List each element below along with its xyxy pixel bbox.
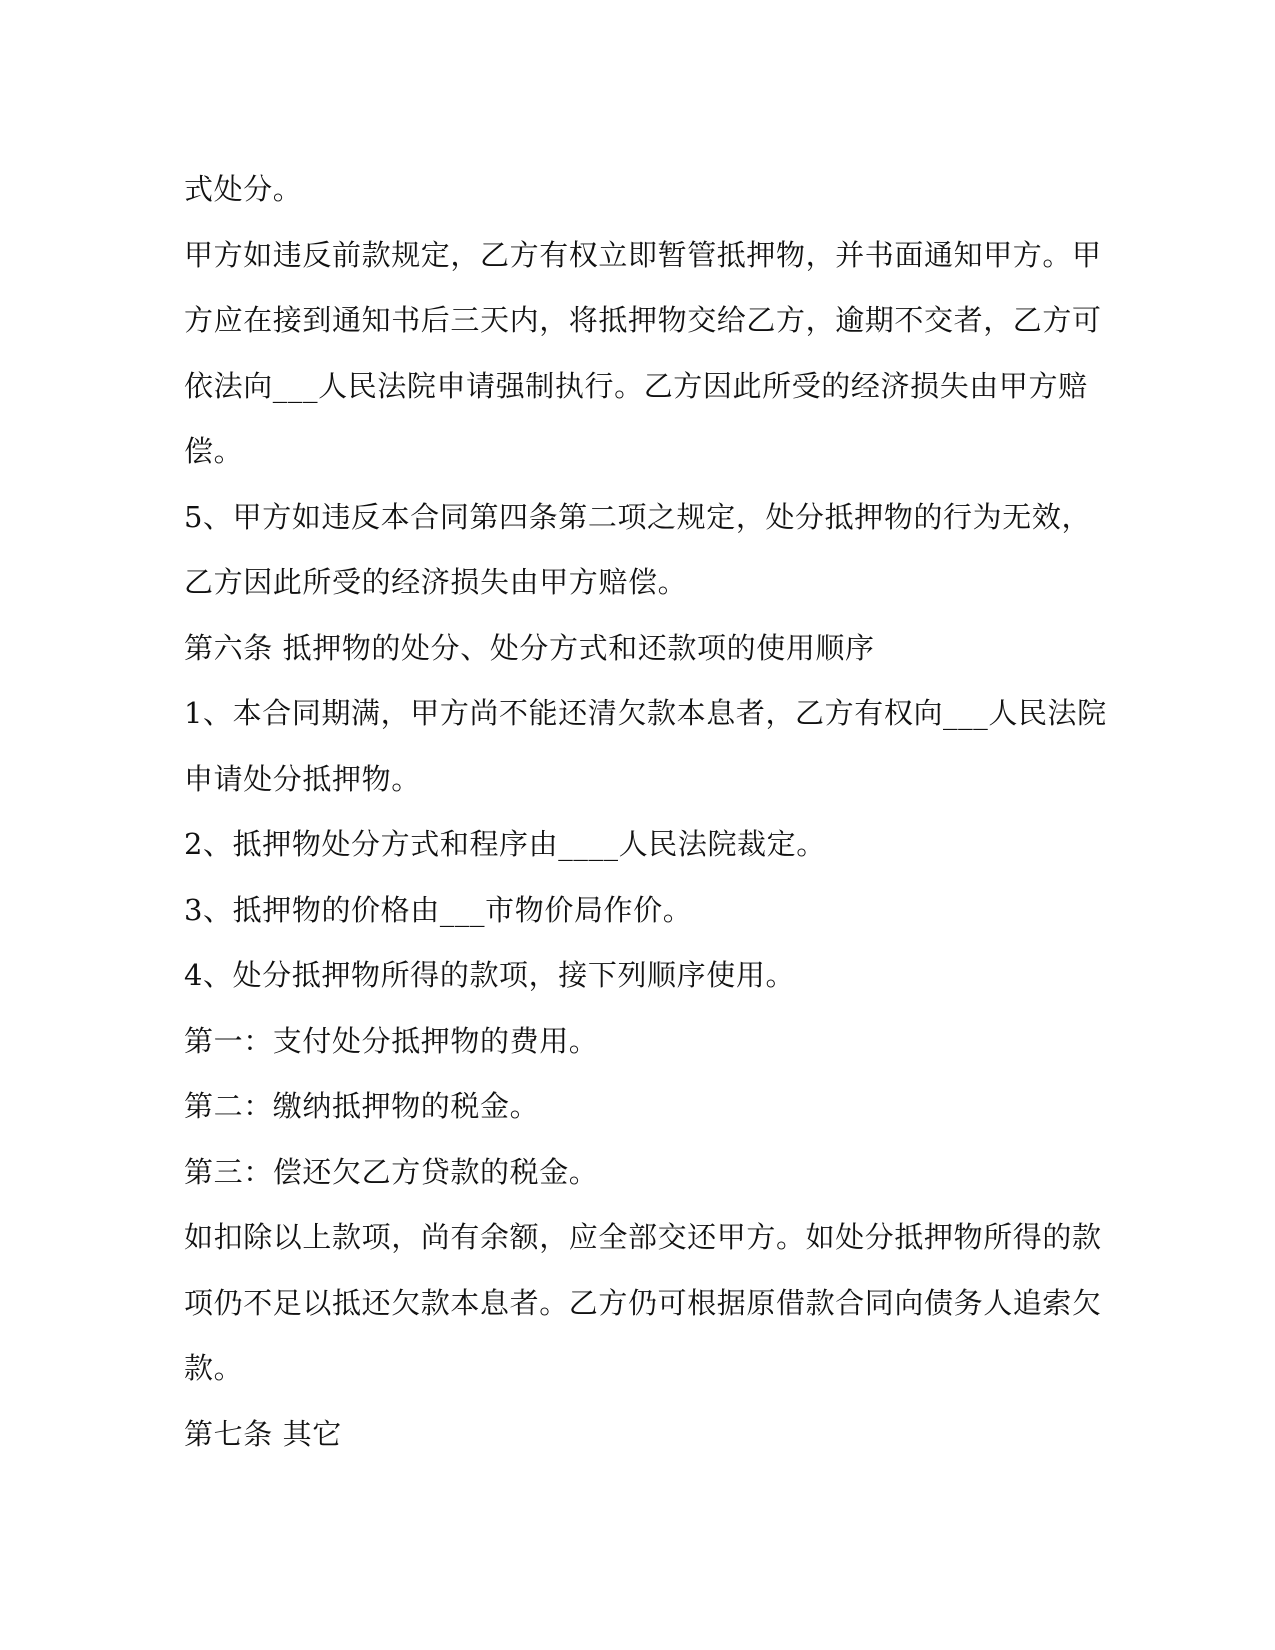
text-line: 乙方因此所受的经济损失由甲方赔偿。 bbox=[184, 565, 688, 599]
text-line: 3、抵押物的价格由___市物价局作价。 bbox=[184, 892, 693, 927]
section-heading: 第六条 抵押物的处分、处分方式和还款项的使用顺序 bbox=[184, 630, 875, 665]
text-line: 5、甲方如违反本合同第四条第二项之规定，处分抵押物的行为无效， bbox=[184, 499, 1092, 534]
document-body bbox=[184, 157, 1107, 1467]
text-line: 如扣除以上款项，尚有余额，应全部交还甲方。如处分抵押物所得的款 bbox=[184, 1220, 1102, 1254]
text-line: 2、抵押物处分方式和程序由____人民法院裁定。 bbox=[184, 827, 826, 861]
text-line: 第二：缴纳抵押物的税金。 bbox=[184, 1089, 540, 1123]
text-line: 1、本合同期满，甲方尚不能还清欠款本息者，乙方有权向___人民法院 bbox=[184, 696, 1107, 730]
text-line: 第一：支付处分抵押物的费用。 bbox=[184, 1023, 599, 1058]
text-line: 款。 bbox=[184, 1351, 244, 1385]
text-line: 申请处分抵押物。 bbox=[184, 761, 421, 796]
text-line: 项仍不足以抵还欠款本息者。乙方仍可根据原借款合同向债务人追索欠 bbox=[184, 1285, 1102, 1320]
text-line: 4、处分抵押物所得的款项，接下列顺序使用。 bbox=[184, 958, 796, 992]
text-line: 方应在接到通知书后三天内，将抵押物交给乙方，逾期不交者，乙方可 bbox=[184, 303, 1102, 337]
text-line: 依法向___人民法院申请强制执行。乙方因此所受的经济损失由甲方赔 bbox=[184, 368, 1088, 403]
section-heading: 第七条 其它 bbox=[184, 1416, 342, 1451]
text-line: 第三：偿还欠乙方贷款的税金。 bbox=[184, 1154, 599, 1189]
text-line: 式处分。 bbox=[184, 172, 303, 206]
text-line: 甲方如违反前款规定，乙方有权立即暂管抵押物，并书面通知甲方。甲 bbox=[184, 237, 1102, 272]
text-line: 偿。 bbox=[184, 434, 244, 468]
